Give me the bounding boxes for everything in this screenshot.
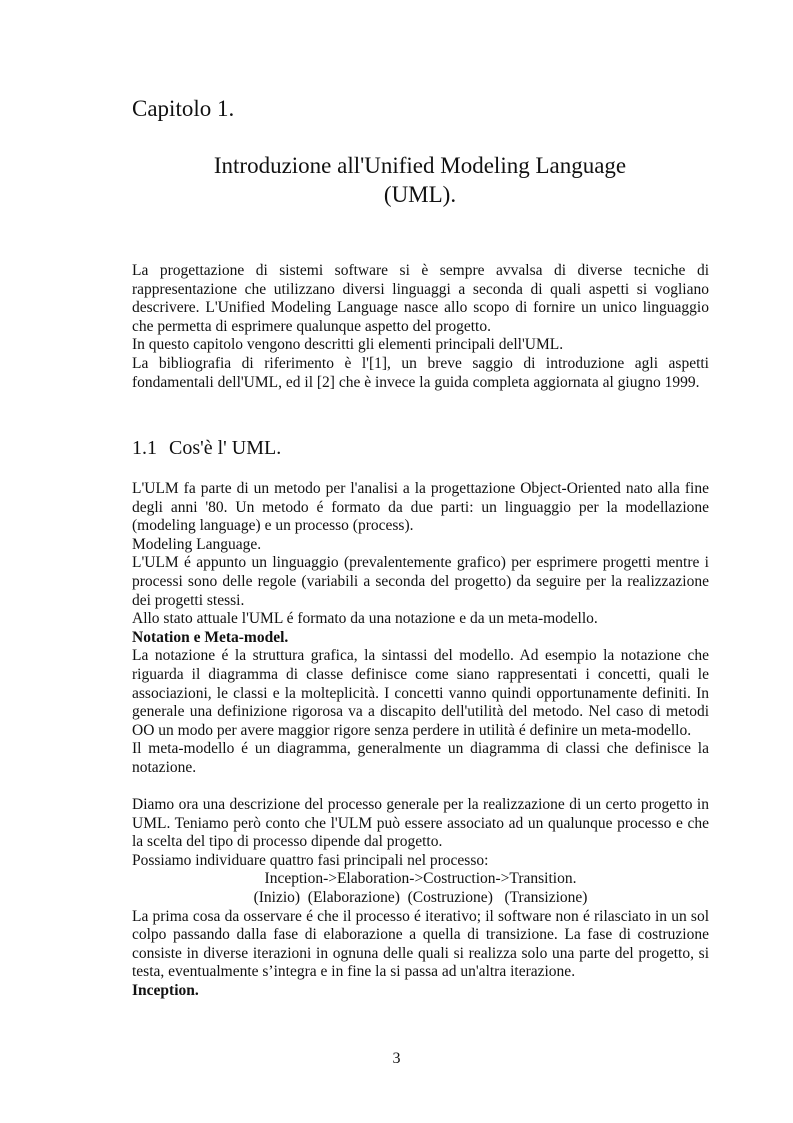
phases-translation-line: (Inizio) (Elaborazione) (Costruzione) (Transizione) [253, 889, 588, 907]
intro-paragraph: In questo capitolo vengono descritti gli elementi principali dell'UML. [132, 336, 564, 354]
section-heading [132, 437, 281, 460]
body-paragraph: Modeling Language. [132, 535, 262, 553]
section-number: 1.1 [132, 437, 157, 459]
intro-paragraph: La progettazione di sistemi software si è sempre avvalsa di diverse tecniche di rappresentazione che utilizzano diversi linguaggi a seconda di quali aspetti si vogliano descrivere. L'Unified Modeling Language nasce allo scopo di fornire un unico linguaggio che permetta di esprimere qualunque aspetto del progetto. [132, 262, 709, 335]
chapter-label: Capitolo 1. [132, 96, 235, 121]
body-paragraph: Il meta-modello é un diagramma, generalmente un diagramma di classi che definisce la notazione. [132, 740, 709, 776]
body-paragraph: La notazione é la struttura grafica, la sintassi del modello. Ad esempio la notazione che riguarda il diagramma di classe definisce come siano rappresentati i concetti, quali le associazioni, le classi e la molteplicità. I concetti vanno quindi opportunamente definiti. In generale una definizione rigorosa va a discapito dell'utilità del metodo. Nel caso di metodi OO un modo per avere maggior rigore senza perdere in utilità é definire un meta-modello. [132, 647, 709, 739]
section-title: Cos'è l' UML. [169, 437, 282, 459]
body-paragraph: La prima cosa da osservare é che il processo é iterativo; il software non é rilasciato in un sol colpo passando dalla fase di elaborazione a quella di transizione. La fase di costruzione consiste in diverse iterazioni in ognuna delle quali si realizza solo una parte del progetto, si testa, eventualmente s’integra e in fine la si passa ad un'altra iterazione. [132, 907, 709, 981]
phases-line: Inception->Elaboration->Costruction->Transition. [264, 870, 577, 888]
body-paragraph: L'ULM é appunto un linguaggio (prevalentemente grafico) per esprimere progetti mentre i processi sono delle regole (variabili a seconda del progetto) da seguire per la realizzazione dei progetti stessi. [132, 554, 709, 609]
chapter-title-line-2: (UML). [383, 182, 457, 207]
body-paragraph: Diamo ora una descrizione del processo generale per la realizzazione di un certo progetto in UML. Teniamo però conto che l'ULM può essere associato ad un qualunque processo e che la scelta del tipo di processo dipende dal progetto. [132, 796, 709, 851]
paragraph-gap [132, 778, 709, 797]
subheading-inception: Inception. [132, 982, 199, 1000]
body-paragraph: Possiamo individuare quattro fasi principali nel processo: [132, 851, 489, 869]
chapter-title [120, 151, 720, 209]
subheading-notation: Notation e Meta-model. [132, 628, 289, 646]
page-number: 3 [392, 1050, 401, 1067]
body-paragraph: Allo stato attuale l'UML é formato da una notazione e da un meta-modello. [132, 610, 598, 628]
body-block [132, 480, 709, 1001]
chapter-title-line-1: Introduzione all'Unified Modeling Language [213, 153, 627, 178]
intro-paragraph: La bibliografia di riferimento è l'[1], un breve saggio di introduzione agli aspetti fondamentali dell'UML, ed il [2] che è invece la guida completa aggiornata al giugno 1999. [132, 354, 709, 391]
body-paragraph: L'ULM fa parte di un metodo per l'analisi a la progettazione Object-Oriented nato alla fine degli anni '80. Un metodo é formato da due parti: un linguaggio per la modellazione (modeling language) e un processo (process). [132, 480, 709, 535]
intro-block [132, 262, 709, 392]
